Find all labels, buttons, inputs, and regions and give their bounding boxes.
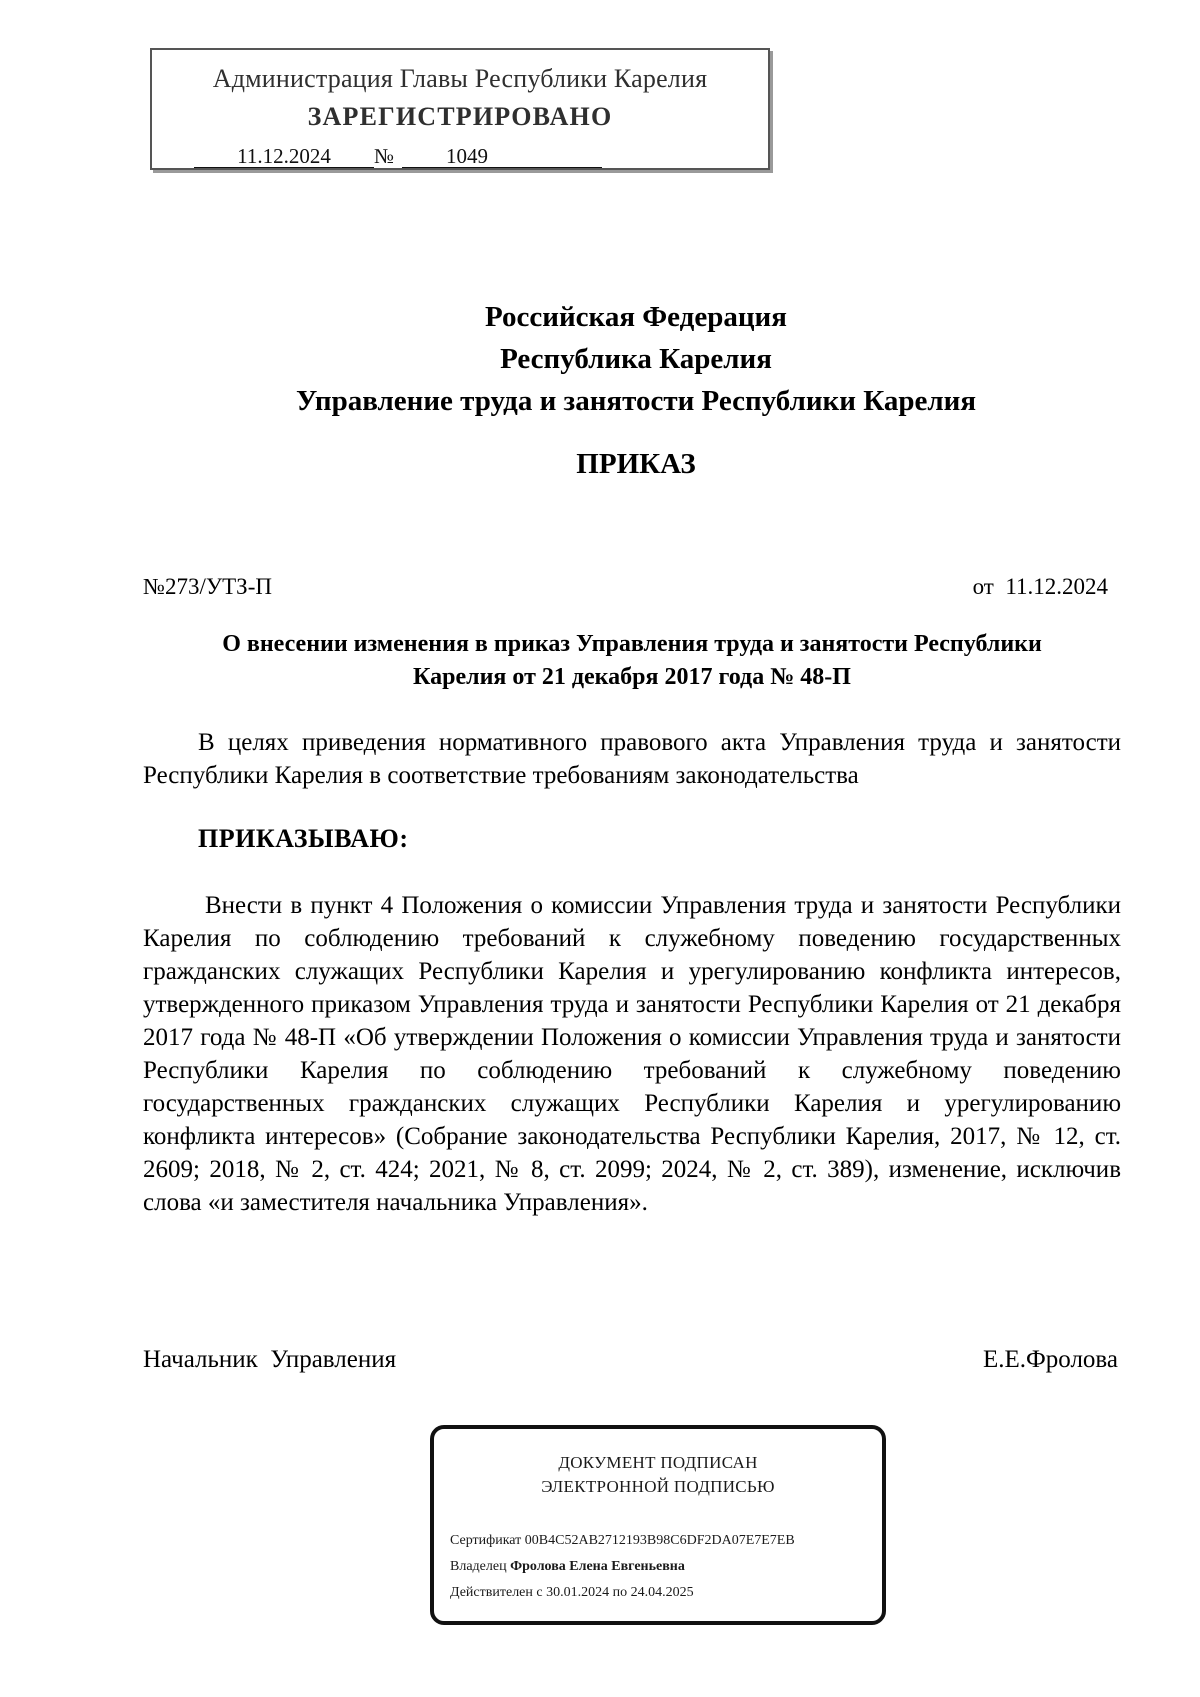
signatory-title: Начальник Управления: [143, 1346, 397, 1373]
esig-owner-label: Владелец: [450, 1559, 507, 1574]
document-date-value: 11.12.2024: [1005, 574, 1108, 599]
document-number: №273/УТЗ-П: [143, 574, 272, 599]
document-date-label: от: [972, 574, 994, 599]
esig-valid-label: Действителен с: [450, 1585, 543, 1600]
esig-valid-to-label: по: [612, 1585, 628, 1600]
document-type-title: ПРИКАЗ: [576, 448, 696, 480]
signatory-name: Е.Е.Фролова: [982, 1346, 1118, 1373]
registration-date: 11.12.2024: [194, 145, 374, 168]
esig-validity-row: [450, 1585, 694, 1601]
esig-owner-row: [450, 1559, 685, 1575]
registration-stamp-authority: Администрация Главы Республики Карелия: [212, 64, 708, 93]
registration-number: 1049: [402, 145, 602, 168]
document-subject: [143, 628, 1121, 694]
order-word: ПРИКАЗЫВАЮ:: [198, 824, 409, 853]
preamble-paragraph: В целях приведения нормативного правового акта Управления труда и занятости Республики Карелия в соответствие требованиям законодательства: [143, 729, 1121, 789]
registration-number-label: №: [374, 144, 395, 168]
esig-certificate-label: Сертификат: [450, 1533, 522, 1548]
header-agency: Управление труда и занятости Республики Карелия: [295, 385, 977, 417]
document-date: [973, 574, 1108, 600]
esig-owner-value: Фролова Елена Евгеньевна: [510, 1559, 685, 1574]
subject-line-2: Карелия от 21 декабря 2017 года № 48-П: [413, 664, 851, 690]
esig-certificate-value: 00B4C52AB2712193B98C6DF2DA07E7E7EB: [524, 1533, 795, 1548]
header-region: Республика Карелия: [500, 343, 772, 375]
esig-valid-from: 30.01.2024: [546, 1585, 610, 1600]
esig-title: [434, 1451, 882, 1499]
esig-title-line-1: ДОКУМЕНТ ПОДПИСАН: [558, 1453, 758, 1472]
header-country: Российская Федерация: [485, 301, 787, 333]
document-header: [0, 296, 1200, 422]
registration-stamp-status: ЗАРЕГИСТРИРОВАНО: [307, 102, 613, 131]
esig-valid-to: 24.04.2025: [630, 1585, 694, 1600]
esig-title-line-2: ЭЛЕКТРОННОЙ ПОДПИСЬЮ: [541, 1477, 775, 1496]
electronic-signature-stamp: [430, 1425, 886, 1625]
registration-stamp-fields: [194, 144, 602, 169]
registration-stamp: [150, 48, 770, 170]
main-order-paragraph: Внести в пункт 4 Положения о комиссии Управления труда и занятости Республики Карелия по соблюдению требований к служебному поведению государственных гражданских служащих Республики Карелия и урегулированию конфликта интересов, утвержденного приказом Управления труда и занятости Республики Карелия от 21 декабря 2017 года № 48-П «Об утверждении Положения о комиссии Управления труда и занятости Республики Карелия по соблюдению требований к служебному поведению государственных гражданских служащих Республики Карелия и урегулированию конфликта интересов» (Собрание законодательства Республики Карелия, 2017, № 12, ст. 2609; 2018, № 2, ст. 424; 2021, № 8, ст. 2099; 2024, № 2, ст. 389), изменение, исключив слова «и заместителя начальника Управления».: [143, 892, 1121, 1216]
esig-certificate-row: [450, 1533, 795, 1549]
subject-line-1: О внесении изменения в приказ Управления труда и занятости Республики: [222, 631, 1042, 657]
